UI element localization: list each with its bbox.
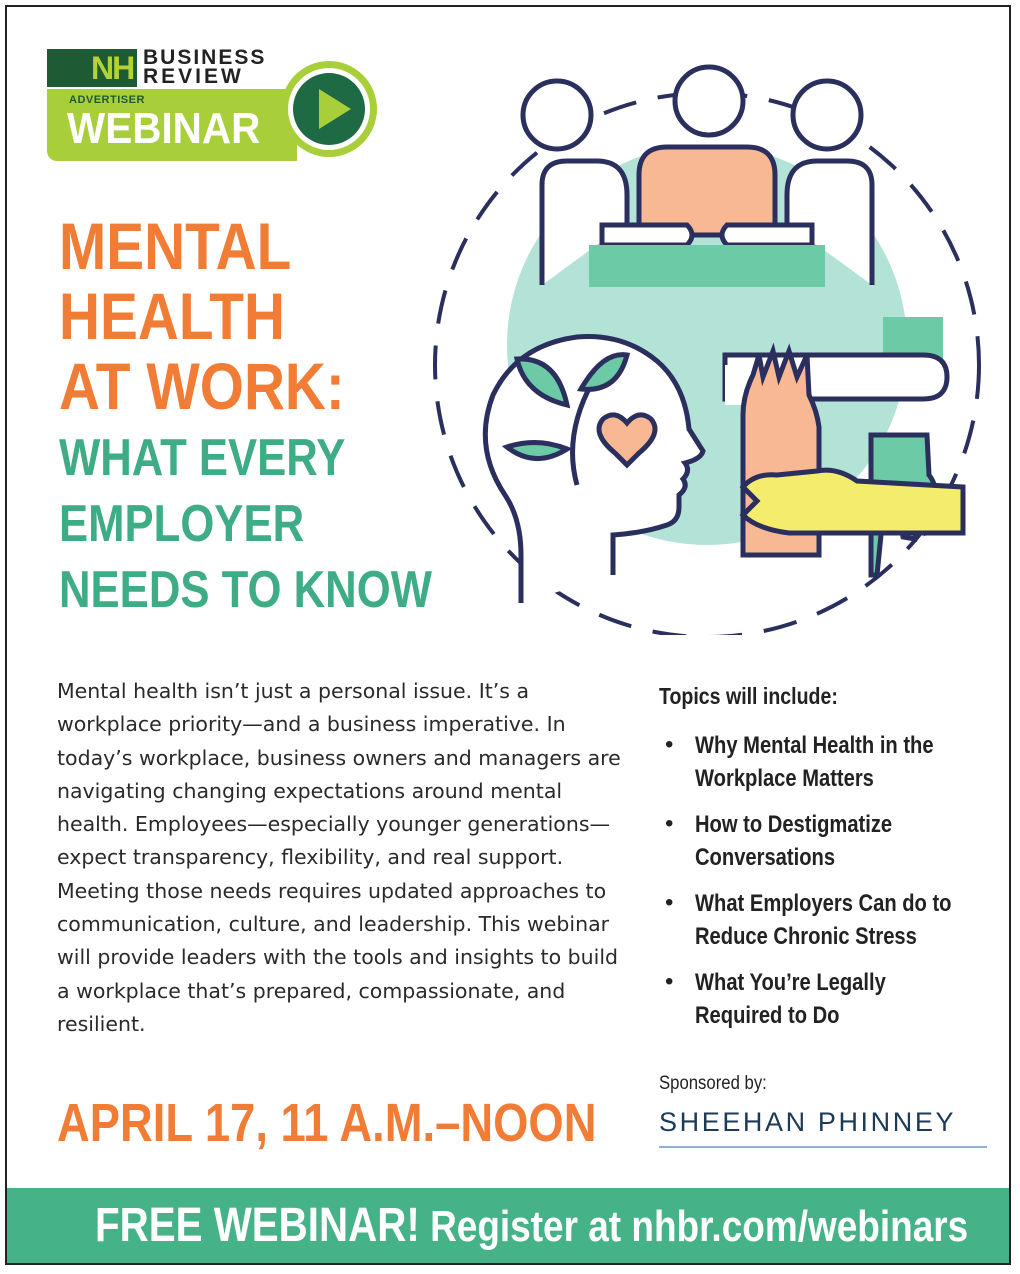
logo-webinar-text: WEBINAR bbox=[67, 104, 261, 153]
list-item bbox=[659, 966, 979, 1032]
subheadline-line-1: WHAT EVERY bbox=[59, 429, 346, 487]
headline-line-1: MENTAL bbox=[59, 209, 292, 283]
bullet-icon: • bbox=[665, 810, 674, 837]
ad-frame bbox=[5, 5, 1011, 1265]
meeting-people-icon bbox=[523, 67, 872, 287]
sponsored-by-label: Sponsored by: bbox=[659, 1073, 767, 1094]
register-link[interactable]: Register at nhbr.com/webinars bbox=[430, 1202, 969, 1251]
topic-text: How to Destigmatize Conversations bbox=[695, 811, 893, 871]
bullet-icon: • bbox=[665, 731, 674, 758]
topics-list bbox=[659, 729, 979, 1045]
headline-line-2: HEALTH bbox=[59, 279, 285, 353]
list-item bbox=[659, 887, 979, 953]
topics-heading: Topics will include: bbox=[659, 683, 838, 709]
event-date: APRIL 17, 11 A.M.–NOON bbox=[57, 1093, 597, 1153]
bullet-icon: • bbox=[665, 968, 674, 995]
logo-advertiser-text: ADVERTISER bbox=[69, 94, 145, 106]
headline-line-3: AT WORK: bbox=[59, 349, 345, 423]
bullet-icon: • bbox=[665, 889, 674, 916]
logo-nh-text: NH bbox=[91, 50, 134, 86]
footer-text bbox=[95, 1200, 968, 1253]
logo-review-text: REVIEW bbox=[143, 65, 244, 88]
description-paragraph: Mental health isn’t just a personal issue. It’s a workplace priority—and a business imperative. In today’s workplace, business owners and managers are navigating changing expectations around mental health. Employees—especially younger generations—expect transparency, flexibility, and real support. Meeting those needs requires updated approaches to communication, culture, and leadership. This webinar will provide leaders with the tools and insights to build a workplace that’s prepared, compassionate, and resilient. bbox=[57, 679, 621, 1036]
free-webinar-label: FREE WEBINAR! bbox=[95, 1199, 420, 1252]
topic-text: What Employers Can do to Reduce Chronic Stress bbox=[695, 890, 952, 950]
sponsor-logo: SHEEHAN PHINNEY bbox=[659, 1107, 987, 1148]
topic-text: What You’re Legally Required to Do bbox=[695, 969, 886, 1029]
subheadline-line-3: NEEDS TO KNOW bbox=[59, 561, 432, 619]
nhbr-webinar-logo bbox=[47, 45, 387, 170]
list-item bbox=[659, 729, 979, 795]
subheadline-line-2: EMPLOYER bbox=[59, 495, 305, 553]
play-icon bbox=[279, 59, 379, 159]
topic-text: Why Mental Health in the Workplace Matters bbox=[695, 732, 934, 792]
logo-business-text: BUSINESS bbox=[143, 46, 267, 69]
footer-banner[interactable] bbox=[7, 1188, 1009, 1263]
mental-health-illustration bbox=[417, 55, 997, 635]
list-item bbox=[659, 808, 979, 874]
